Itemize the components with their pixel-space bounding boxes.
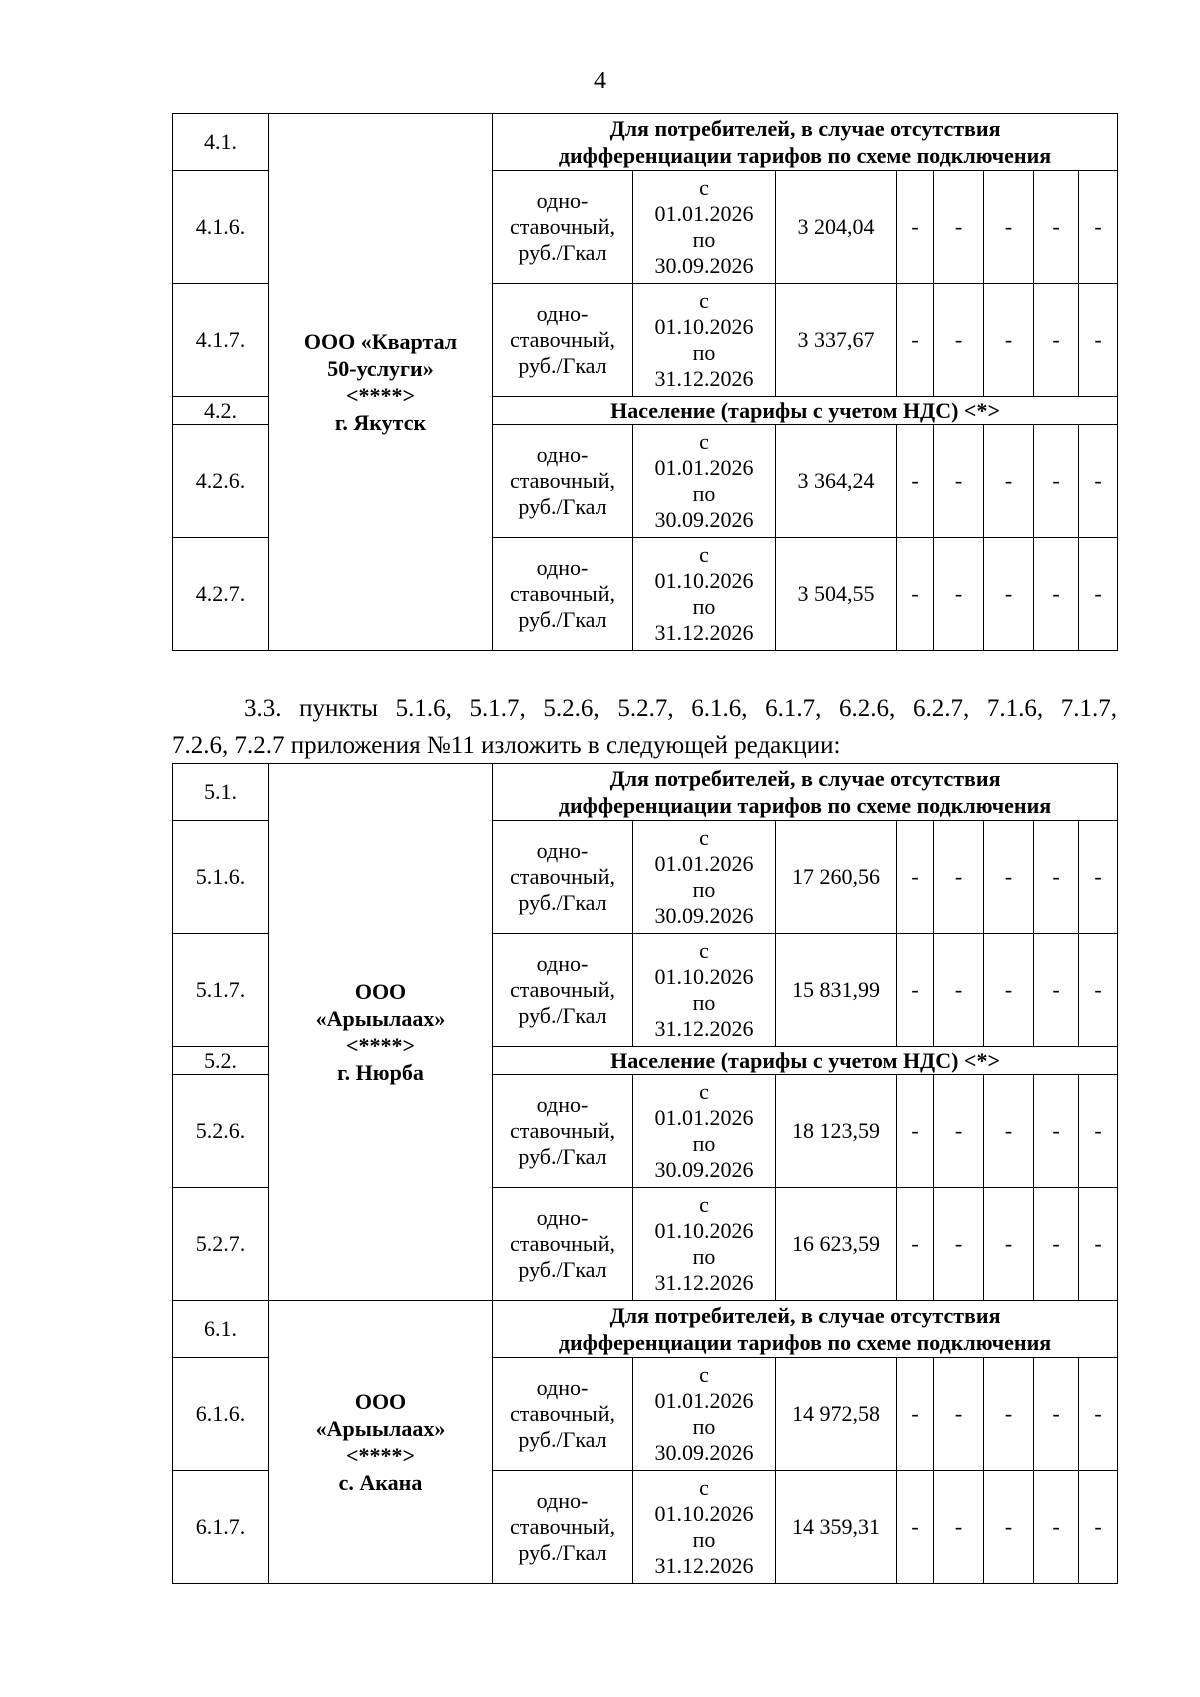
tariff-value: 15 831,99 bbox=[776, 934, 897, 1047]
dash-cell: - bbox=[934, 538, 984, 651]
tariff-period: с 01.01.2026 по 30.09.2026 bbox=[633, 171, 776, 284]
dash-cell: - bbox=[897, 284, 934, 397]
tariff-type: одно- ставочный, руб./Гкал bbox=[493, 1358, 633, 1471]
organization-cell bbox=[269, 764, 493, 1301]
row-number: 6.1.7. bbox=[173, 1471, 269, 1584]
dash-cell: - bbox=[897, 1471, 934, 1584]
tariff-type: одно- ставочный, руб./Гкал bbox=[493, 171, 633, 284]
dash-cell: - bbox=[984, 934, 1034, 1047]
row-number: 5.2.7. bbox=[173, 1188, 269, 1301]
tariff-type: одно- ставочный, руб./Гкал bbox=[493, 934, 633, 1047]
section-number: 5.2. bbox=[173, 1047, 269, 1075]
dash-cell: - bbox=[1034, 1075, 1079, 1188]
dash-cell: - bbox=[984, 425, 1034, 538]
section-header: Население (тарифы с учетом НДС) <*> bbox=[493, 1047, 1118, 1075]
dash-cell: - bbox=[1034, 538, 1079, 651]
org-city: г. Якутск bbox=[334, 410, 427, 435]
dash-cell: - bbox=[897, 171, 934, 284]
dash-cell: - bbox=[897, 538, 934, 651]
tariff-period: с 01.01.2026 по 30.09.2026 bbox=[633, 425, 776, 538]
dash-cell: - bbox=[934, 1471, 984, 1584]
section-row bbox=[173, 114, 1118, 171]
row-number: 5.1.6. bbox=[173, 821, 269, 934]
section-row bbox=[173, 1301, 1118, 1358]
dash-cell: - bbox=[934, 171, 984, 284]
dash-cell: - bbox=[1034, 1358, 1079, 1471]
dash-cell: - bbox=[1034, 425, 1079, 538]
org-name-line: ООО bbox=[354, 1389, 407, 1414]
row-number: 4.2.7. bbox=[173, 538, 269, 651]
dash-cell: - bbox=[984, 538, 1034, 651]
section-header: Население (тарифы с учетом НДС) <*> bbox=[493, 397, 1118, 425]
org-marker: <****> bbox=[345, 383, 416, 408]
dash-cell: - bbox=[1079, 171, 1118, 284]
dash-cell: - bbox=[897, 1075, 934, 1188]
tariff-type: одно- ставочный, руб./Гкал bbox=[493, 1471, 633, 1584]
tariff-period: с 01.10.2026 по 31.12.2026 bbox=[633, 934, 776, 1047]
tariff-period: с 01.01.2026 по 30.09.2026 bbox=[633, 1075, 776, 1188]
row-number: 4.2.6. bbox=[173, 425, 269, 538]
dash-cell: - bbox=[897, 425, 934, 538]
dash-cell: - bbox=[1034, 1471, 1079, 1584]
tariff-value: 14 972,58 bbox=[776, 1358, 897, 1471]
dash-cell: - bbox=[934, 934, 984, 1047]
dash-cell: - bbox=[897, 821, 934, 934]
row-number: 6.1.6. bbox=[173, 1358, 269, 1471]
dash-cell: - bbox=[897, 1358, 934, 1471]
amendment-paragraph bbox=[172, 690, 1117, 764]
tariff-value: 3 504,55 bbox=[776, 538, 897, 651]
dash-cell: - bbox=[1079, 425, 1118, 538]
section-number: 4.1. bbox=[173, 114, 269, 171]
tariff-value: 18 123,59 bbox=[776, 1075, 897, 1188]
dash-cell: - bbox=[934, 1075, 984, 1188]
org-city: с. Акана bbox=[338, 1470, 423, 1495]
dash-cell: - bbox=[1079, 1471, 1118, 1584]
section-number: 6.1. bbox=[173, 1301, 269, 1358]
tariff-type: одно- ставочный, руб./Гкал bbox=[493, 1075, 633, 1188]
org-name-line: ООО «Квартал bbox=[303, 329, 458, 354]
tariff-value: 3 204,04 bbox=[776, 171, 897, 284]
row-number: 4.1.6. bbox=[173, 171, 269, 284]
dash-cell: - bbox=[934, 1188, 984, 1301]
section-row bbox=[173, 764, 1118, 821]
dash-cell: - bbox=[1079, 934, 1118, 1047]
org-name-line: 50-услуги» bbox=[327, 356, 434, 381]
dash-cell: - bbox=[984, 1358, 1034, 1471]
tariff-period: с 01.01.2026 по 30.09.2026 bbox=[633, 1358, 776, 1471]
tariff-value: 14 359,31 bbox=[776, 1471, 897, 1584]
dash-cell: - bbox=[984, 1471, 1034, 1584]
dash-cell: - bbox=[1079, 1188, 1118, 1301]
tariff-value: 16 623,59 bbox=[776, 1188, 897, 1301]
org-city: г. Нюрба bbox=[337, 1060, 424, 1085]
dash-cell: - bbox=[1079, 821, 1118, 934]
dash-cell: - bbox=[934, 425, 984, 538]
tariff-type: одно- ставочный, руб./Гкал bbox=[493, 1188, 633, 1301]
tariff-value: 3 337,67 bbox=[776, 284, 897, 397]
dash-cell: - bbox=[1079, 538, 1118, 651]
tariff-type: одно- ставочный, руб./Гкал bbox=[493, 425, 633, 538]
dash-cell: - bbox=[984, 284, 1034, 397]
page-number: 4 bbox=[594, 68, 606, 94]
dash-cell: - bbox=[1034, 284, 1079, 397]
section-number: 5.1. bbox=[173, 764, 269, 821]
dash-cell: - bbox=[1079, 1075, 1118, 1188]
row-number: 5.1.7. bbox=[173, 934, 269, 1047]
dash-cell: - bbox=[897, 934, 934, 1047]
organization-cell bbox=[269, 114, 493, 651]
tariff-period: с 01.10.2026 по 31.12.2026 bbox=[633, 284, 776, 397]
dash-cell: - bbox=[934, 1358, 984, 1471]
dash-cell: - bbox=[1079, 284, 1118, 397]
organization-cell bbox=[269, 1301, 493, 1584]
tariff-type: одно- ставочный, руб./Гкал bbox=[493, 538, 633, 651]
paragraph-line: 3.3. пункты 5.1.6, 5.1.7, 5.2.6, 5.2.7, 6.1.6, 6.1.7, 6.2.6, 6.2.7, 7.1.6, 7.1.7, bbox=[244, 695, 1117, 722]
dash-cell: - bbox=[984, 1075, 1034, 1188]
dash-cell: - bbox=[1034, 821, 1079, 934]
tariff-table-1 bbox=[172, 113, 1118, 651]
section-header: Для потребителей, в случае отсутствия дифференциации тарифов по схеме подключения bbox=[493, 114, 1118, 171]
tariff-period: с 01.10.2026 по 31.12.2026 bbox=[633, 1188, 776, 1301]
row-number: 4.1.7. bbox=[173, 284, 269, 397]
tariff-value: 3 364,24 bbox=[776, 425, 897, 538]
paragraph-line: 7.2.6, 7.2.7 приложения №11 изложить в следующей редакции: bbox=[172, 732, 841, 759]
dash-cell: - bbox=[1079, 1358, 1118, 1471]
dash-cell: - bbox=[1034, 1188, 1079, 1301]
dash-cell: - bbox=[1034, 171, 1079, 284]
dash-cell: - bbox=[1034, 934, 1079, 1047]
section-header: Для потребителей, в случае отсутствия дифференциации тарифов по схеме подключения bbox=[493, 1301, 1118, 1358]
tariff-table-2 bbox=[172, 763, 1118, 1584]
dash-cell: - bbox=[934, 284, 984, 397]
row-number: 5.2.6. bbox=[173, 1075, 269, 1188]
dash-cell: - bbox=[934, 821, 984, 934]
org-name-line: «Арыылаах» bbox=[315, 1006, 446, 1031]
tariff-value: 17 260,56 bbox=[776, 821, 897, 934]
org-name-line: «Арыылаах» bbox=[315, 1416, 446, 1441]
dash-cell: - bbox=[984, 821, 1034, 934]
org-name-line: ООО bbox=[354, 979, 407, 1004]
tariff-period: с 01.01.2026 по 30.09.2026 bbox=[633, 821, 776, 934]
tariff-period: с 01.10.2026 по 31.12.2026 bbox=[633, 538, 776, 651]
dash-cell: - bbox=[984, 171, 1034, 284]
dash-cell: - bbox=[984, 1188, 1034, 1301]
section-number: 4.2. bbox=[173, 397, 269, 425]
tariff-type: одно- ставочный, руб./Гкал bbox=[493, 284, 633, 397]
tariff-type: одно- ставочный, руб./Гкал bbox=[493, 821, 633, 934]
dash-cell: - bbox=[897, 1188, 934, 1301]
org-marker: <****> bbox=[345, 1443, 416, 1468]
section-header: Для потребителей, в случае отсутствия дифференциации тарифов по схеме подключения bbox=[493, 764, 1118, 821]
org-marker: <****> bbox=[345, 1033, 416, 1058]
tariff-period: с 01.10.2026 по 31.12.2026 bbox=[633, 1471, 776, 1584]
